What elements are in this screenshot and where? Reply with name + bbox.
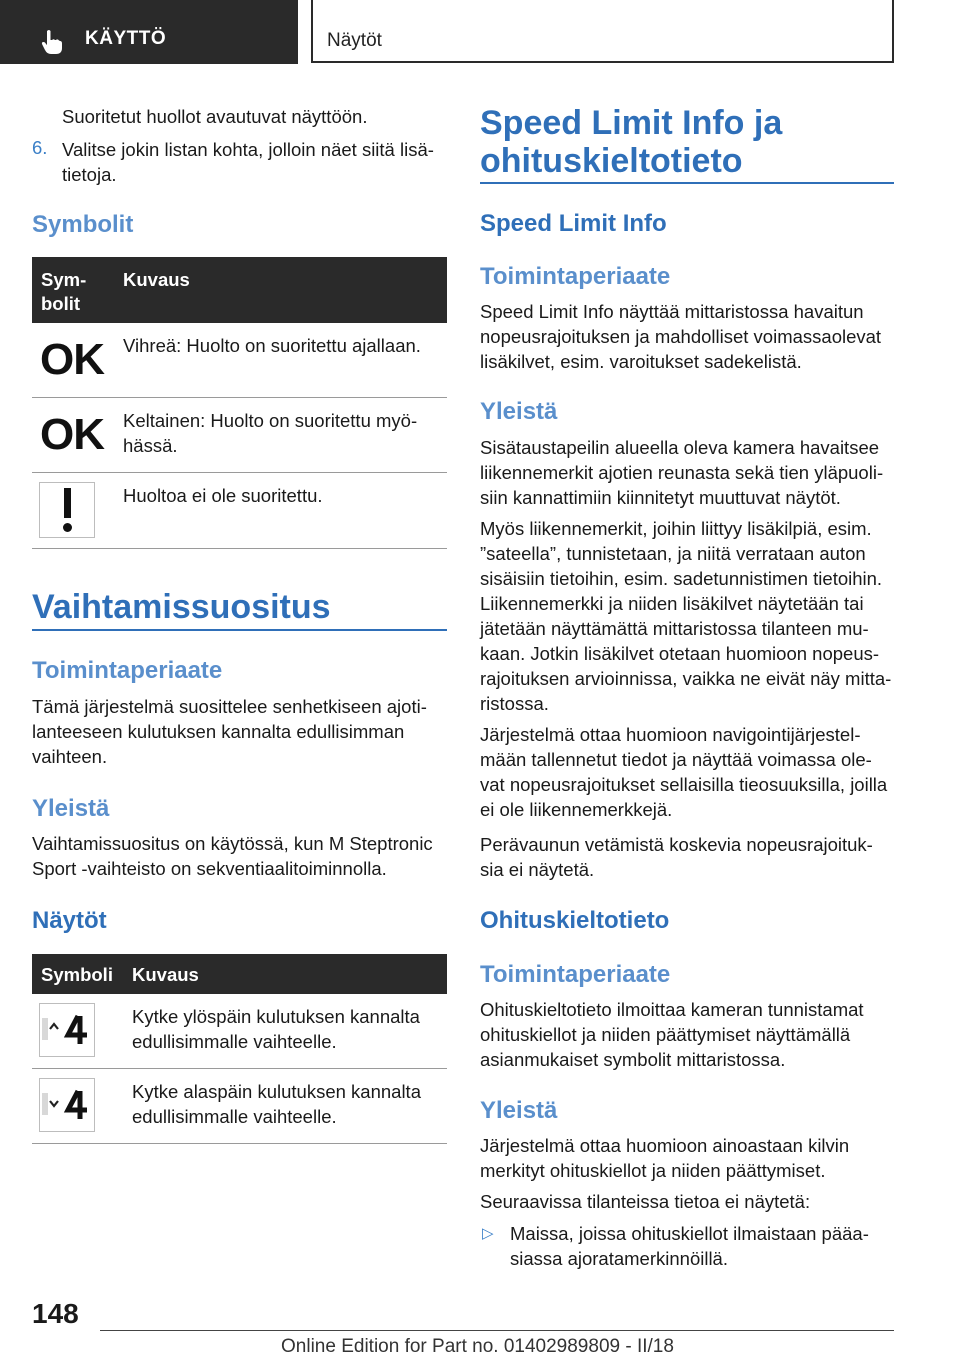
step-text-2: tietoja.	[62, 164, 117, 185]
yleista-heading: Yleistä	[32, 795, 110, 822]
body-line: siin kannattimiin kiinnitetyt muuttuvat näytöt.	[480, 487, 841, 508]
bullet-triangle-icon: ▷	[482, 1225, 494, 1242]
intro-line: Suoritetut huollot avautuvat näyttöön.	[62, 106, 368, 127]
sli-title-2: ohituskieltotieto	[480, 142, 743, 180]
title-rule	[32, 629, 447, 631]
hand-pointer-icon	[40, 29, 64, 55]
table-cell: edullisimmalle vaihteelle.	[132, 1106, 337, 1127]
body-line: Speed Limit Info näyttää mittaristossa havaitun	[480, 301, 864, 322]
row-divider	[32, 397, 447, 398]
table-cell: Kytke alaspäin kulutuksen kannalta	[132, 1081, 421, 1102]
body-line: jätetään näyttämättä mittaristossa tilanteen mu-	[480, 618, 869, 639]
col-description: Kuvaus	[123, 269, 190, 290]
body-line: Liikennemerkki ja niiden lisäkilvet näytetään tai	[480, 593, 864, 614]
toiminta-heading: Toimintaperiaate	[32, 657, 223, 684]
body-line: liikennemerkit ajotien reunasta sekä tien yläpuoli-	[480, 462, 884, 483]
sli-title-1: Speed Limit Info ja	[480, 104, 783, 142]
step-text-1: Valitse jokin listan kohta, jolloin näet siitä lisä-	[62, 139, 434, 160]
body-line: ei ole liikennemerkkejä.	[480, 799, 673, 820]
toiminta-heading-2: Toimintaperiaate	[480, 961, 671, 988]
ok-green-icon: OK	[40, 335, 104, 384]
table-cell: Kytke ylöspäin kulutuksen kannalta	[132, 1006, 420, 1027]
body-line: ristossa.	[480, 693, 549, 714]
yleista-heading-2: Yleistä	[480, 1097, 558, 1124]
col-symbol-l2: bolit	[41, 293, 81, 314]
table-cell: Keltainen: Huolto on suoritettu myö-	[123, 410, 418, 431]
symbolit-heading: Symbolit	[32, 211, 134, 238]
bullet-line: siassa ajoratamerkinnöillä.	[510, 1248, 728, 1269]
row-divider	[32, 1068, 447, 1069]
shift-down-icon	[39, 1078, 95, 1132]
vaihto-title: Vaihtamissuositus	[32, 588, 331, 626]
section-label: KÄYTTÖ	[85, 28, 167, 49]
table-cell: hässä.	[123, 435, 178, 456]
body-line: Perävaunun vetämistä koskevia nopeusrajoituk-	[480, 834, 873, 855]
body-line: sisäisiin tietoihin, esim. sadetunnistimen tietoihin.	[480, 568, 883, 589]
body-line: kaan. Jotkin lisäkilvet otetaan huomioon nopeus-	[480, 643, 880, 664]
bullet-line: Maissa, joissa ohituskiellot ilmaistaan pääa-	[510, 1223, 869, 1244]
col-symbol-l1: Sym-	[41, 269, 87, 290]
section-tab	[0, 0, 298, 64]
body-line: Sport -vaihteisto on sekventiaalitoiminnolla.	[32, 858, 387, 879]
table-cell: Huoltoa ei ole suoritettu.	[123, 485, 323, 506]
body-line: merkityt ohituskiellot ja niiden päättymiset.	[480, 1160, 826, 1181]
col-description: Kuvaus	[132, 964, 199, 985]
body-line: Ohituskieltotieto ilmoittaa kameran tunnistamat	[480, 999, 864, 1020]
col-symbol: Symboli	[41, 964, 113, 985]
body-line: lisäkilvet, esim. varoitukset sadekelistä.	[480, 351, 802, 372]
body-line: ”sateella”, tunnistetaan, ja niitä verrataan auton	[480, 543, 866, 564]
body-line: sia ei näytetä.	[480, 859, 595, 880]
body-line: mään tallennetut tiedot ja näyttää voimassa ole-	[480, 749, 872, 770]
body-line: lanteeseen kulutuksen kannalta edullisimman	[32, 721, 405, 742]
symbol-table-header	[32, 257, 447, 323]
table-cell: Vihreä: Huolto on suoritettu ajallaan.	[123, 335, 421, 356]
chapter-tab	[311, 0, 894, 63]
body-line: Tämä järjestelmä suosittelee senhetkiseen ajoti-	[32, 696, 427, 717]
body-line: ohituskiellot ja niiden päättymiset näyttämällä	[480, 1024, 851, 1045]
row-divider	[32, 1143, 447, 1144]
ok-yellow-icon: OK	[40, 410, 104, 459]
naytot-heading: Näytöt	[32, 907, 107, 934]
step-number: 6.	[32, 137, 48, 158]
chapter-label: Näytöt	[327, 30, 382, 51]
body-line: Myös liikennemerkit, joihin liittyy lisäkilpiä, esim.	[480, 518, 872, 539]
body-line: Järjestelmä ottaa huomioon navigointijärjestel-	[480, 724, 861, 745]
table-cell: edullisimmalle vaihteelle.	[132, 1031, 337, 1052]
body-line: Seuraavissa tilanteissa tietoa ei näytetä:	[480, 1191, 811, 1212]
edition-note: Online Edition for Part no. 01402989809 - II/18	[281, 1336, 674, 1357]
body-line: vaihteen.	[32, 746, 108, 767]
row-divider	[32, 548, 447, 549]
warning-icon	[39, 482, 95, 538]
yleista-heading: Yleistä	[480, 398, 558, 425]
body-line: rajoituksen arvioinnissa, vaikka ne eivät näy mitta-	[480, 668, 892, 689]
body-line: asianmukaiset symbolit mittaristossa.	[480, 1049, 786, 1070]
row-divider	[32, 472, 447, 473]
sli-heading: Speed Limit Info	[480, 210, 667, 237]
body-line: nopeusrajoituksen ja mahdolliset voimassaolevat	[480, 326, 882, 347]
display-table-header	[32, 954, 447, 994]
title-rule	[480, 182, 894, 184]
toiminta-heading: Toimintaperiaate	[480, 263, 671, 290]
shift-up-icon	[39, 1003, 95, 1057]
footer-rule	[100, 1330, 894, 1331]
body-line: Sisätaustapeilin alueella oleva kamera havaitsee	[480, 437, 880, 458]
body-line: vat nopeusrajoitukset sellaisilla tieosuuksilla, joilla	[480, 774, 888, 795]
ohitus-heading: Ohituskieltotieto	[480, 907, 670, 934]
body-line: Järjestelmä ottaa huomioon ainoastaan kilvin	[480, 1135, 850, 1156]
body-line: Vaihtamissuositus on käytössä, kun M Steptronic	[32, 833, 433, 854]
page-number: 148	[32, 1298, 79, 1329]
